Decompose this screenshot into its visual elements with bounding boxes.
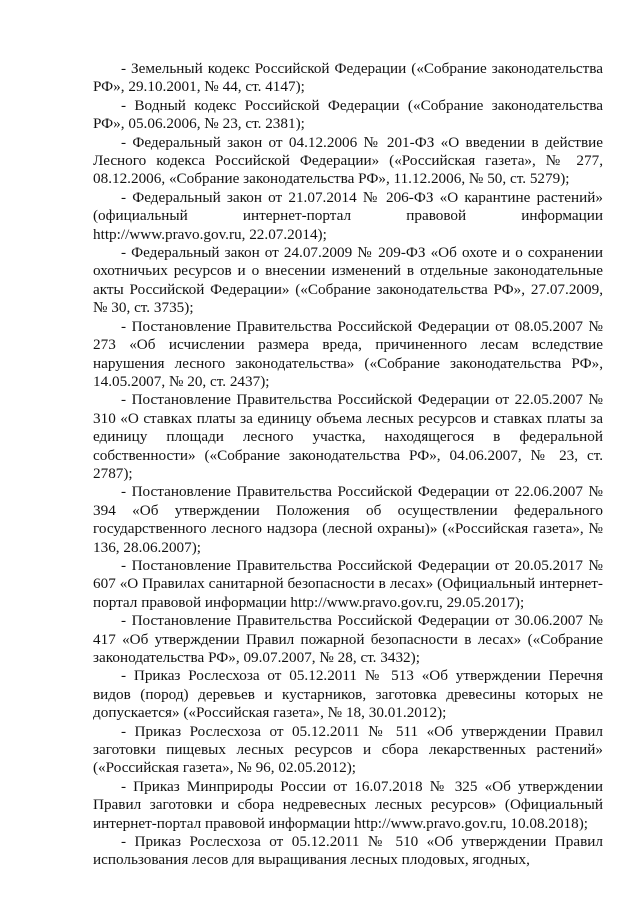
list-item-decree-607: - Постановление Правительства Российской Федерации от 20.05.2017 № 607 «О Правилах санитарной безопасности в лесах» (Официальный интернет-портал правовой информации http://www.pravo.gov.ru, 29.05.2017); <box>93 556 603 611</box>
list-item-order-325: - Приказ Минприроды России от 16.07.2018 № 325 «Об утверждении Правил заготовки и сбора недревесных лесных ресурсов» (Официальный интернет-портал правовой информации http://www.pravo.gov.ru, 10.08.2018); <box>93 777 603 832</box>
list-item-order-513: - Приказ Рослесхоза от 05.12.2011 № 513 «Об утверждении Перечня видов (пород) деревьев и кустарников, заготовка древесины которых не допускается» («Российская газета», № 18, 30.01.2012); <box>93 667 603 722</box>
list-item-decree-394: - Постановление Правительства Российской Федерации от 22.06.2007 № 394 «Об утверждении Положения об осуществлении федерального государственного лесного надзора (лесной охраны)» («Российская газета», № 136, 28.06.2007); <box>93 483 603 556</box>
list-item-decree-273: - Постановление Правительства Российской Федерации от 08.05.2007 № 273 «Об исчислении размера вреда, причиненного лесам вследствие нарушения лесного законодательства» («Собрание законодательства РФ», 14.05.2007, № 20, ст. 2437); <box>93 317 603 390</box>
list-item-decree-417: - Постановление Правительства Российской Федерации от 30.06.2007 № 417 «Об утверждении Правил пожарной безопасности в лесах» («Собрание законодательства РФ», 09.07.2007, № 28, ст. 3432); <box>93 612 603 666</box>
list-item-land-code: - Земельный кодекс Российской Федерации («Собрание законодательства РФ», 29.10.2001, № 44, ст. 4147); <box>93 60 603 96</box>
list-item-order-511: - Приказ Рослесхоза от 05.12.2011 № 511 «Об утверждении Правил заготовки пищевых лесных ресурсов и сбора лекарственных растений» («Российская газета», № 96, 02.05.2012); <box>93 722 603 777</box>
list-item-law-201fz: - Федеральный закон от 04.12.2006 № 201-ФЗ «О введении в действие Лесного кодекса Российской Федерации» («Российская газета», № 277, 08.12.2006, «Собрание законодательства РФ», 11.12.2006, № 50, ст. 5279); <box>93 133 603 188</box>
list-item-water-code: - Водный кодекс Российской Федерации («Собрание законодательства РФ», 05.06.2006, № 23, ст. 2381); <box>93 96 603 133</box>
list-item-law-206fz: - Федеральный закон от 21.07.2014 № 206-ФЗ «О карантине растений» (официальный интернет-портал правовой информации http://www.pravo.gov.ru, 22.07.2014); <box>93 188 603 243</box>
list-item-order-510: - Приказ Рослесхоза от 05.12.2011 № 510 «Об утверждении Правил использования лесов для выращивания лесных плодовых, ягодных, <box>93 833 603 869</box>
list-item-law-209fz: - Федеральный закон от 24.07.2009 № 209-ФЗ «Об охоте и о сохранении охотничьих ресурсов и о внесении изменений в отдельные законодательные акты Российской Федерации» («Собрание законодательства РФ», 27.07.2009, № 30, ст. 3735); <box>93 244 603 317</box>
list-item-decree-310: - Постановление Правительства Российской Федерации от 22.05.2007 № 310 «О ставках платы за единицу объема лесных ресурсов и ставках платы за единицу площади лесного участка, находящегося в федеральной собственности» («Собрание законодательства РФ», 04.06.2007, № 23, ст. 2787); <box>93 391 603 482</box>
document-page <box>93 60 603 870</box>
